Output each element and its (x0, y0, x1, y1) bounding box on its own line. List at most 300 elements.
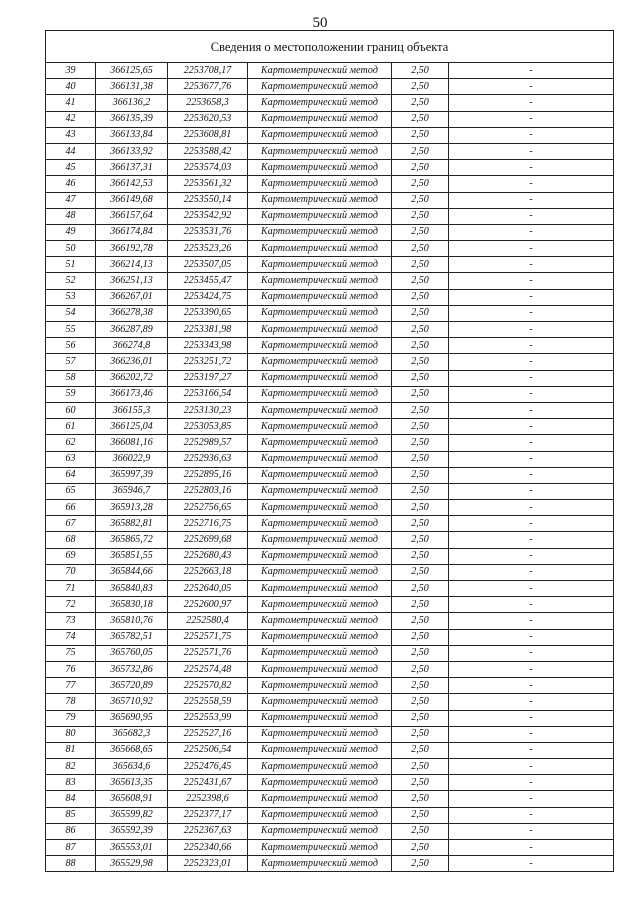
method-cell: Картометрический метод (248, 111, 392, 127)
x-coordinate-cell: 366125,04 (96, 419, 168, 435)
x-coordinate-cell: 365844,66 (96, 564, 168, 580)
y-coordinate-cell: 2253677,76 (168, 79, 248, 95)
accuracy-cell: 2,50 (392, 467, 449, 483)
method-cell: Картометрический метод (248, 208, 392, 224)
description-cell: - (449, 451, 614, 467)
y-coordinate-cell: 2252989,57 (168, 435, 248, 451)
table-row (46, 581, 614, 597)
description-cell: - (449, 354, 614, 370)
accuracy-cell: 2,50 (392, 63, 449, 79)
method-cell: Картометрический метод (248, 742, 392, 758)
x-coordinate-cell: 365997,39 (96, 467, 168, 483)
description-cell: - (449, 532, 614, 548)
description-cell: - (449, 386, 614, 402)
description-cell: - (449, 694, 614, 710)
method-cell: Картометрический метод (248, 95, 392, 111)
method-cell: Картометрический метод (248, 726, 392, 742)
table-row (46, 176, 614, 192)
x-coordinate-cell: 366174,84 (96, 224, 168, 240)
method-cell: Картометрический метод (248, 354, 392, 370)
table-row (46, 500, 614, 516)
table-row (46, 192, 614, 208)
x-coordinate-cell: 366274,8 (96, 338, 168, 354)
point-number-cell: 74 (46, 629, 96, 645)
accuracy-cell: 2,50 (392, 370, 449, 386)
method-cell: Картометрический метод (248, 63, 392, 79)
y-coordinate-cell: 2252895,16 (168, 467, 248, 483)
table-row (46, 111, 614, 127)
method-cell: Картометрический метод (248, 192, 392, 208)
y-coordinate-cell: 2253381,98 (168, 322, 248, 338)
description-cell: - (449, 661, 614, 677)
accuracy-cell: 2,50 (392, 710, 449, 726)
x-coordinate-cell: 366287,89 (96, 322, 168, 338)
method-cell: Картометрический метод (248, 597, 392, 613)
accuracy-cell: 2,50 (392, 661, 449, 677)
point-number-cell: 78 (46, 694, 96, 710)
x-coordinate-cell: 366149,68 (96, 192, 168, 208)
x-coordinate-cell: 366133,92 (96, 143, 168, 159)
point-number-cell: 53 (46, 289, 96, 305)
y-coordinate-cell: 2252377,17 (168, 807, 248, 823)
table-title: Сведения о местоположении границ объекта (46, 31, 614, 63)
boundary-coordinates-table (45, 30, 614, 872)
description-cell: - (449, 79, 614, 95)
point-number-cell: 56 (46, 338, 96, 354)
accuracy-cell: 2,50 (392, 435, 449, 451)
description-cell: - (449, 370, 614, 386)
description-cell: - (449, 759, 614, 775)
point-number-cell: 42 (46, 111, 96, 127)
table-row (46, 678, 614, 694)
accuracy-cell: 2,50 (392, 516, 449, 532)
y-coordinate-cell: 2253531,76 (168, 224, 248, 240)
description-cell: - (449, 726, 614, 742)
x-coordinate-cell: 366267,01 (96, 289, 168, 305)
point-number-cell: 45 (46, 160, 96, 176)
accuracy-cell: 2,50 (392, 645, 449, 661)
description-cell: - (449, 224, 614, 240)
method-cell: Картометрический метод (248, 532, 392, 548)
accuracy-cell: 2,50 (392, 597, 449, 613)
page-number: 50 (312, 15, 328, 31)
x-coordinate-cell: 366278,38 (96, 305, 168, 321)
y-coordinate-cell: 2253620,53 (168, 111, 248, 127)
accuracy-cell: 2,50 (392, 791, 449, 807)
accuracy-cell: 2,50 (392, 856, 449, 872)
method-cell: Картометрический метод (248, 694, 392, 710)
point-number-cell: 87 (46, 840, 96, 856)
table-row (46, 127, 614, 143)
x-coordinate-cell: 366173,46 (96, 386, 168, 402)
x-coordinate-cell: 365634,6 (96, 759, 168, 775)
table-row (46, 516, 614, 532)
x-coordinate-cell: 366142,53 (96, 176, 168, 192)
description-cell: - (449, 467, 614, 483)
x-coordinate-cell: 365830,18 (96, 597, 168, 613)
method-cell: Картометрический метод (248, 710, 392, 726)
x-coordinate-cell: 366131,38 (96, 79, 168, 95)
x-coordinate-cell: 365710,92 (96, 694, 168, 710)
y-coordinate-cell: 2253574,03 (168, 160, 248, 176)
point-number-cell: 52 (46, 273, 96, 289)
description-cell: - (449, 95, 614, 111)
accuracy-cell: 2,50 (392, 678, 449, 694)
method-cell: Картометрический метод (248, 127, 392, 143)
x-coordinate-cell: 366137,31 (96, 160, 168, 176)
table-row (46, 613, 614, 629)
x-coordinate-cell: 366081,16 (96, 435, 168, 451)
y-coordinate-cell: 2252431,67 (168, 775, 248, 791)
table-row (46, 629, 614, 645)
table-row (46, 742, 614, 758)
table-row (46, 289, 614, 305)
method-cell: Картометрический метод (248, 483, 392, 499)
y-coordinate-cell: 2252571,75 (168, 629, 248, 645)
point-number-cell: 80 (46, 726, 96, 742)
point-number-cell: 41 (46, 95, 96, 111)
x-coordinate-cell: 366251,13 (96, 273, 168, 289)
y-coordinate-cell: 2252640,05 (168, 581, 248, 597)
accuracy-cell: 2,50 (392, 419, 449, 435)
accuracy-cell: 2,50 (392, 127, 449, 143)
table-row (46, 419, 614, 435)
method-cell: Картометрический метод (248, 840, 392, 856)
x-coordinate-cell: 366155,3 (96, 402, 168, 418)
description-cell: - (449, 111, 614, 127)
table-row (46, 338, 614, 354)
accuracy-cell: 2,50 (392, 241, 449, 257)
table-row (46, 95, 614, 111)
point-number-cell: 63 (46, 451, 96, 467)
method-cell: Картометрический метод (248, 289, 392, 305)
x-coordinate-cell: 365599,82 (96, 807, 168, 823)
accuracy-cell: 2,50 (392, 840, 449, 856)
y-coordinate-cell: 2253197,27 (168, 370, 248, 386)
description-cell: - (449, 823, 614, 839)
description-cell: - (449, 564, 614, 580)
y-coordinate-cell: 2253455,47 (168, 273, 248, 289)
point-number-cell: 39 (46, 63, 96, 79)
x-coordinate-cell: 366135,39 (96, 111, 168, 127)
y-coordinate-cell: 2253588,42 (168, 143, 248, 159)
method-cell: Картометрический метод (248, 581, 392, 597)
accuracy-cell: 2,50 (392, 176, 449, 192)
accuracy-cell: 2,50 (392, 581, 449, 597)
table-row (46, 759, 614, 775)
y-coordinate-cell: 2253053,85 (168, 419, 248, 435)
y-coordinate-cell: 2252570,82 (168, 678, 248, 694)
point-number-cell: 86 (46, 823, 96, 839)
y-coordinate-cell: 2253390,65 (168, 305, 248, 321)
y-coordinate-cell: 2253343,98 (168, 338, 248, 354)
method-cell: Картометрический метод (248, 856, 392, 872)
description-cell: - (449, 257, 614, 273)
y-coordinate-cell: 2252699,68 (168, 532, 248, 548)
method-cell: Картометрический метод (248, 645, 392, 661)
table-row (46, 208, 614, 224)
table-row (46, 807, 614, 823)
point-number-cell: 71 (46, 581, 96, 597)
accuracy-cell: 2,50 (392, 160, 449, 176)
table-row (46, 483, 614, 499)
accuracy-cell: 2,50 (392, 548, 449, 564)
description-cell: - (449, 500, 614, 516)
y-coordinate-cell: 2253523,26 (168, 241, 248, 257)
x-coordinate-cell: 366192,78 (96, 241, 168, 257)
method-cell: Картометрический метод (248, 419, 392, 435)
point-number-cell: 72 (46, 597, 96, 613)
y-coordinate-cell: 2252476,45 (168, 759, 248, 775)
table-row (46, 273, 614, 289)
accuracy-cell: 2,50 (392, 451, 449, 467)
description-cell: - (449, 597, 614, 613)
method-cell: Картометрический метод (248, 160, 392, 176)
accuracy-cell: 2,50 (392, 208, 449, 224)
table-row (46, 370, 614, 386)
point-number-cell: 79 (46, 710, 96, 726)
point-number-cell: 50 (46, 241, 96, 257)
method-cell: Картометрический метод (248, 629, 392, 645)
table-row (46, 661, 614, 677)
method-cell: Картометрический метод (248, 548, 392, 564)
table-row (46, 564, 614, 580)
point-number-cell: 54 (46, 305, 96, 321)
accuracy-cell: 2,50 (392, 759, 449, 775)
description-cell: - (449, 127, 614, 143)
x-coordinate-cell: 365668,65 (96, 742, 168, 758)
x-coordinate-cell: 365592,39 (96, 823, 168, 839)
y-coordinate-cell: 2253251,72 (168, 354, 248, 370)
table-row (46, 402, 614, 418)
point-number-cell: 47 (46, 192, 96, 208)
y-coordinate-cell: 2252571,76 (168, 645, 248, 661)
table-row (46, 548, 614, 564)
accuracy-cell: 2,50 (392, 807, 449, 823)
x-coordinate-cell: 365913,28 (96, 500, 168, 516)
point-number-cell: 64 (46, 467, 96, 483)
description-cell: - (449, 856, 614, 872)
table-row (46, 775, 614, 791)
method-cell: Картометрический метод (248, 273, 392, 289)
x-coordinate-cell: 366136,2 (96, 95, 168, 111)
point-number-cell: 58 (46, 370, 96, 386)
x-coordinate-cell: 366236,01 (96, 354, 168, 370)
y-coordinate-cell: 2252580,4 (168, 613, 248, 629)
y-coordinate-cell: 2252716,75 (168, 516, 248, 532)
x-coordinate-cell: 365760,05 (96, 645, 168, 661)
method-cell: Картометрический метод (248, 775, 392, 791)
point-number-cell: 66 (46, 500, 96, 516)
x-coordinate-cell: 365682,3 (96, 726, 168, 742)
y-coordinate-cell: 2252506,54 (168, 742, 248, 758)
accuracy-cell: 2,50 (392, 402, 449, 418)
y-coordinate-cell: 2252574,48 (168, 661, 248, 677)
y-coordinate-cell: 2252680,43 (168, 548, 248, 564)
description-cell: - (449, 483, 614, 499)
point-number-cell: 57 (46, 354, 96, 370)
description-cell: - (449, 160, 614, 176)
point-number-cell: 83 (46, 775, 96, 791)
accuracy-cell: 2,50 (392, 257, 449, 273)
description-cell: - (449, 678, 614, 694)
x-coordinate-cell: 366202,72 (96, 370, 168, 386)
table-row (46, 597, 614, 613)
table-row (46, 322, 614, 338)
point-number-cell: 82 (46, 759, 96, 775)
point-number-cell: 68 (46, 532, 96, 548)
table-row (46, 79, 614, 95)
point-number-cell: 69 (46, 548, 96, 564)
description-cell: - (449, 791, 614, 807)
method-cell: Картометрический метод (248, 564, 392, 580)
accuracy-cell: 2,50 (392, 354, 449, 370)
description-cell: - (449, 645, 614, 661)
y-coordinate-cell: 2252398,6 (168, 791, 248, 807)
description-cell: - (449, 208, 614, 224)
description-cell: - (449, 63, 614, 79)
table-title-row (46, 31, 614, 63)
point-number-cell: 88 (46, 856, 96, 872)
method-cell: Картометрический метод (248, 224, 392, 240)
accuracy-cell: 2,50 (392, 273, 449, 289)
point-number-cell: 75 (46, 645, 96, 661)
y-coordinate-cell: 2252340,66 (168, 840, 248, 856)
x-coordinate-cell: 366022,9 (96, 451, 168, 467)
description-cell: - (449, 516, 614, 532)
description-cell: - (449, 305, 614, 321)
method-cell: Картометрический метод (248, 257, 392, 273)
point-number-cell: 76 (46, 661, 96, 677)
description-cell: - (449, 419, 614, 435)
point-number-cell: 84 (46, 791, 96, 807)
point-number-cell: 85 (46, 807, 96, 823)
table-row (46, 694, 614, 710)
point-number-cell: 73 (46, 613, 96, 629)
y-coordinate-cell: 2252558,59 (168, 694, 248, 710)
accuracy-cell: 2,50 (392, 483, 449, 499)
y-coordinate-cell: 2252756,65 (168, 500, 248, 516)
method-cell: Картометрический метод (248, 79, 392, 95)
method-cell: Картометрический метод (248, 807, 392, 823)
description-cell: - (449, 241, 614, 257)
x-coordinate-cell: 365732,86 (96, 661, 168, 677)
description-cell: - (449, 775, 614, 791)
accuracy-cell: 2,50 (392, 386, 449, 402)
accuracy-cell: 2,50 (392, 564, 449, 580)
accuracy-cell: 2,50 (392, 111, 449, 127)
point-number-cell: 67 (46, 516, 96, 532)
method-cell: Картометрический метод (248, 516, 392, 532)
table-row (46, 451, 614, 467)
x-coordinate-cell: 365608,91 (96, 791, 168, 807)
table-row (46, 241, 614, 257)
accuracy-cell: 2,50 (392, 305, 449, 321)
point-number-cell: 70 (46, 564, 96, 580)
method-cell: Картометрический метод (248, 467, 392, 483)
table-row (46, 160, 614, 176)
x-coordinate-cell: 365882,81 (96, 516, 168, 532)
description-cell: - (449, 548, 614, 564)
description-cell: - (449, 840, 614, 856)
description-cell: - (449, 143, 614, 159)
method-cell: Картометрический метод (248, 823, 392, 839)
table-row (46, 435, 614, 451)
y-coordinate-cell: 2252663,18 (168, 564, 248, 580)
method-cell: Картометрический метод (248, 176, 392, 192)
table-row (46, 467, 614, 483)
point-number-cell: 48 (46, 208, 96, 224)
accuracy-cell: 2,50 (392, 95, 449, 111)
table-row (46, 823, 614, 839)
method-cell: Картометрический метод (248, 435, 392, 451)
accuracy-cell: 2,50 (392, 775, 449, 791)
description-cell: - (449, 613, 614, 629)
x-coordinate-cell: 365865,72 (96, 532, 168, 548)
x-coordinate-cell: 365810,76 (96, 613, 168, 629)
point-number-cell: 62 (46, 435, 96, 451)
accuracy-cell: 2,50 (392, 742, 449, 758)
y-coordinate-cell: 2253166,54 (168, 386, 248, 402)
method-cell: Картометрический метод (248, 305, 392, 321)
point-number-cell: 65 (46, 483, 96, 499)
y-coordinate-cell: 2252936,63 (168, 451, 248, 467)
x-coordinate-cell: 366214,13 (96, 257, 168, 273)
description-cell: - (449, 581, 614, 597)
y-coordinate-cell: 2253708,17 (168, 63, 248, 79)
y-coordinate-cell: 2253542,92 (168, 208, 248, 224)
point-number-cell: 40 (46, 79, 96, 95)
y-coordinate-cell: 2252367,63 (168, 823, 248, 839)
x-coordinate-cell: 365946,7 (96, 483, 168, 499)
table-row (46, 63, 614, 79)
point-number-cell: 55 (46, 322, 96, 338)
description-cell: - (449, 273, 614, 289)
accuracy-cell: 2,50 (392, 694, 449, 710)
description-cell: - (449, 435, 614, 451)
method-cell: Картометрический метод (248, 338, 392, 354)
x-coordinate-cell: 365720,89 (96, 678, 168, 694)
method-cell: Картометрический метод (248, 661, 392, 677)
method-cell: Картометрический метод (248, 370, 392, 386)
point-number-cell: 43 (46, 127, 96, 143)
accuracy-cell: 2,50 (392, 532, 449, 548)
table-row (46, 386, 614, 402)
point-number-cell: 61 (46, 419, 96, 435)
accuracy-cell: 2,50 (392, 629, 449, 645)
description-cell: - (449, 710, 614, 726)
x-coordinate-cell: 365529,98 (96, 856, 168, 872)
method-cell: Картометрический метод (248, 322, 392, 338)
x-coordinate-cell: 366157,64 (96, 208, 168, 224)
method-cell: Картометрический метод (248, 791, 392, 807)
point-number-cell: 81 (46, 742, 96, 758)
accuracy-cell: 2,50 (392, 613, 449, 629)
method-cell: Картометрический метод (248, 613, 392, 629)
y-coordinate-cell: 2252527,16 (168, 726, 248, 742)
point-number-cell: 46 (46, 176, 96, 192)
table-row (46, 726, 614, 742)
y-coordinate-cell: 2253658,3 (168, 95, 248, 111)
y-coordinate-cell: 2252600,97 (168, 597, 248, 613)
description-cell: - (449, 742, 614, 758)
x-coordinate-cell: 365690,95 (96, 710, 168, 726)
description-cell: - (449, 402, 614, 418)
description-cell: - (449, 176, 614, 192)
accuracy-cell: 2,50 (392, 726, 449, 742)
description-cell: - (449, 289, 614, 305)
y-coordinate-cell: 2253608,81 (168, 127, 248, 143)
